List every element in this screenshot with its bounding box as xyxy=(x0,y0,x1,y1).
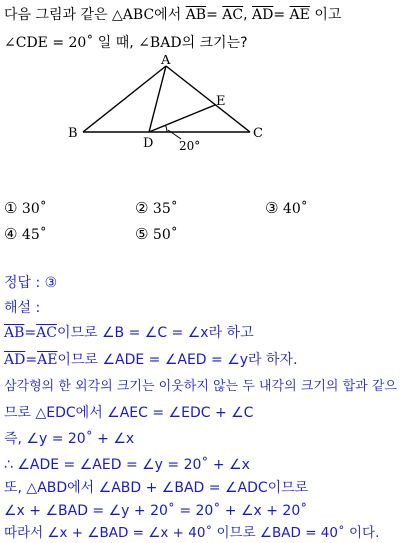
question-line-1 xyxy=(4,6,341,24)
choice-value: 45˚ xyxy=(21,227,47,243)
angle-arc xyxy=(166,125,168,132)
question-mid: 에서 xyxy=(154,7,182,23)
choice-num: ③ xyxy=(265,199,279,217)
equals-sign: = xyxy=(25,352,38,368)
choice-3[interactable] xyxy=(265,199,308,218)
segment-ad: $\overline{AD}$ xyxy=(4,352,26,368)
segment-de-line xyxy=(149,105,215,132)
question-ask: 의 크기는? xyxy=(181,35,248,51)
vertex-e-label: E xyxy=(216,94,226,109)
side-ab xyxy=(83,66,166,132)
choice-value: 35˚ xyxy=(152,201,178,217)
explanation-text: 이므로 ∠B = ∠C = ∠x라 하고 xyxy=(56,325,254,341)
choice-4[interactable] xyxy=(4,225,47,244)
explanation-line-2 xyxy=(4,351,298,369)
side-ac xyxy=(166,66,250,132)
segment-ab: $\overline{AB}$ xyxy=(185,7,207,23)
vertex-a-label: A xyxy=(161,55,171,68)
explanation-line-7: 또, △ABD에서 ∠ABD + ∠BAD = ∠ADC이므로 xyxy=(4,480,309,496)
choice-num: ④ xyxy=(4,225,18,243)
segment-ad-line xyxy=(149,66,166,132)
question-prefix: 다음 그림과 같은 xyxy=(4,7,108,23)
choice-1[interactable] xyxy=(4,199,47,218)
choice-5[interactable] xyxy=(135,225,178,244)
segment-ad: $\overline{AD}$ xyxy=(252,7,274,23)
explanation-line-1 xyxy=(4,324,254,342)
explanation-text: 이므로 ∠ADE = ∠AED = ∠y라 하자. xyxy=(57,352,298,368)
equals-sign: = xyxy=(24,325,37,341)
target-angle: ∠BAD xyxy=(138,35,182,51)
given-angle: ∠CDE = 20˚ xyxy=(4,35,94,51)
vertex-b-label: B xyxy=(68,126,78,141)
segment-ab: $\overline{AB}$ xyxy=(4,325,25,341)
explanation-line-8: ∠x + ∠BAD = ∠y + 20˚ = 20˚ + ∠x + 20˚ xyxy=(4,503,308,519)
explanation-line-3: 삼각형의 한 외각의 크기는 이웃하지 않는 두 내각의 크기의 합과 같으 xyxy=(4,379,397,394)
question-line-2 xyxy=(4,34,248,52)
choice-value: 30˚ xyxy=(21,201,47,217)
choice-2[interactable] xyxy=(135,199,178,218)
choice-value: 50˚ xyxy=(152,227,178,243)
answer-label: 정답 : ③ xyxy=(4,275,58,291)
segment-ae: $\overline{AE}$ xyxy=(37,352,58,368)
explanation-line-9: 따라서 ∠x + ∠BAD = ∠x + 40˚ 이므로 ∠BAD = 40˚ 이다. xyxy=(4,525,380,541)
question-suffix: 이고 xyxy=(314,7,342,23)
vertex-d-label: D xyxy=(143,136,154,151)
segment-ac: $\overline{AC}$ xyxy=(222,7,244,23)
segment-ac: $\overline{AC}$ xyxy=(36,325,57,341)
choice-value: 40˚ xyxy=(282,201,308,217)
angle-20-label: 20° xyxy=(179,139,201,153)
choice-num: ① xyxy=(4,199,18,217)
equals-sign: = xyxy=(206,7,218,23)
comma: , xyxy=(243,7,248,23)
choice-num: ② xyxy=(135,199,149,217)
question-when: 일 때, xyxy=(97,35,134,51)
triangle-figure xyxy=(60,55,280,155)
explanation-line-5: 즉, ∠y = 20˚ + ∠x xyxy=(4,431,135,447)
explanation-line-4: 므로 △EDC에서 ∠AEC = ∠EDC + ∠C xyxy=(4,405,254,421)
explanation-label: 해설 : xyxy=(4,300,41,316)
explanation-line-6: ∴ ∠ADE = ∠AED = ∠y = 20˚ + ∠x xyxy=(4,457,250,473)
equals-sign: = xyxy=(273,7,286,23)
triangle-abc: △ABC xyxy=(112,7,155,23)
segment-ae: $\overline{AE}$ xyxy=(289,7,310,23)
vertex-c-label: C xyxy=(253,126,263,141)
choice-num: ⑤ xyxy=(135,225,149,243)
